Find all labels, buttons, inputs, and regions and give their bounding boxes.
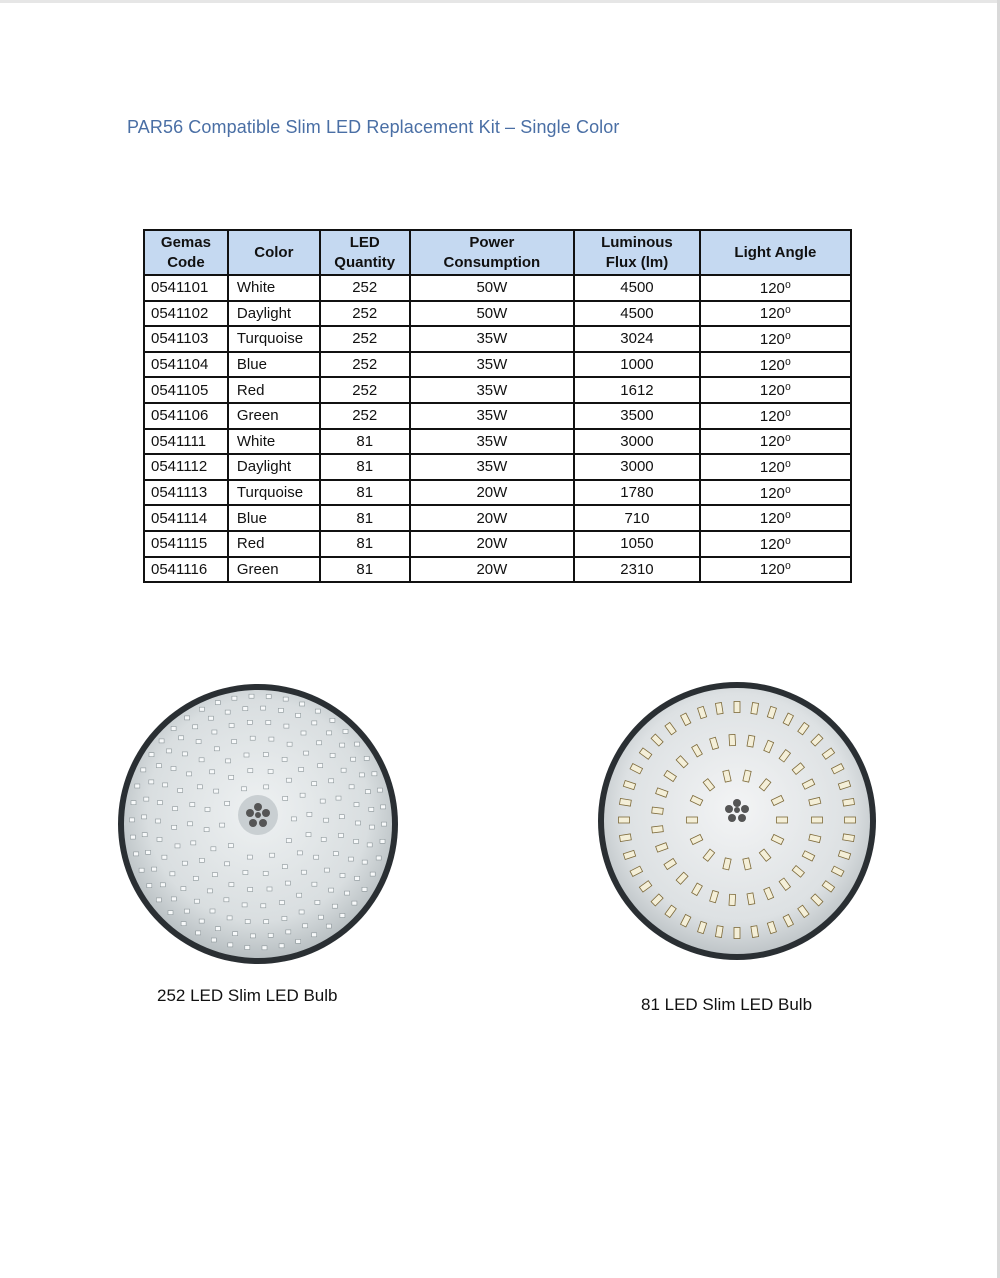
table-row [144, 275, 851, 301]
cell-power: 35W [410, 429, 575, 455]
cell-light-angle: 120⁰ [700, 480, 851, 506]
header-power-consumption: Power Consumption [410, 230, 575, 275]
header-light-angle: Light Angle [700, 230, 851, 275]
cell-light-angle: 120⁰ [700, 326, 851, 352]
cell-power: 35W [410, 352, 575, 378]
cell-led-quantity: 81 [320, 531, 410, 557]
table-row [144, 557, 851, 583]
cell-color: Turquoise [228, 480, 320, 506]
cell-luminous-flux: 4500 [574, 275, 700, 301]
cell-power: 20W [410, 531, 575, 557]
table-row [144, 352, 851, 378]
table-row [144, 454, 851, 480]
cell-color: Daylight [228, 454, 320, 480]
cell-luminous-flux: 3500 [574, 403, 700, 429]
cell-light-angle: 120⁰ [700, 301, 851, 327]
table-header-row [144, 230, 851, 275]
cell-led-quantity: 252 [320, 377, 410, 403]
cell-color: White [228, 429, 320, 455]
cell-light-angle: 120⁰ [700, 429, 851, 455]
cell-luminous-flux: 3000 [574, 454, 700, 480]
left-bulb-caption: 252 LED Slim LED Bulb [157, 986, 338, 1005]
table-row [144, 377, 851, 403]
bulb-81-led-image [596, 680, 878, 962]
table-row [144, 429, 851, 455]
table-row [144, 531, 851, 557]
header-gemas-code: Gemas Code [144, 230, 228, 275]
cell-power: 20W [410, 480, 575, 506]
cell-color: White [228, 275, 320, 301]
table-row [144, 326, 851, 352]
cell-color: Blue [228, 352, 320, 378]
cell-led-quantity: 252 [320, 403, 410, 429]
bulb-252-led-image [116, 682, 400, 966]
cell-light-angle: 120⁰ [700, 454, 851, 480]
cell-gemas-code: 0541102 [144, 301, 228, 327]
cell-color: Green [228, 403, 320, 429]
cell-power: 50W [410, 301, 575, 327]
cell-color: Red [228, 531, 320, 557]
cell-luminous-flux: 1050 [574, 531, 700, 557]
cell-luminous-flux: 3024 [574, 326, 700, 352]
cell-power: 35W [410, 454, 575, 480]
header-led-quantity: LED Quantity [320, 230, 410, 275]
cell-gemas-code: 0541111 [144, 429, 228, 455]
cell-light-angle: 120⁰ [700, 531, 851, 557]
spec-table [143, 229, 852, 583]
cell-light-angle: 120⁰ [700, 352, 851, 378]
page-edge-top [0, 0, 1000, 3]
cell-luminous-flux: 2310 [574, 557, 700, 583]
document-title: PAR56 Compatible Slim LED Replacement Kit – Single Color [127, 117, 620, 137]
cell-luminous-flux: 1000 [574, 352, 700, 378]
cell-light-angle: 120⁰ [700, 275, 851, 301]
cell-power: 35W [410, 326, 575, 352]
cell-gemas-code: 0541116 [144, 557, 228, 583]
cell-gemas-code: 0541105 [144, 377, 228, 403]
cell-gemas-code: 0541101 [144, 275, 228, 301]
cell-color: Turquoise [228, 326, 320, 352]
cell-gemas-code: 0541103 [144, 326, 228, 352]
cell-gemas-code: 0541106 [144, 403, 228, 429]
cell-led-quantity: 81 [320, 480, 410, 506]
cell-power: 35W [410, 377, 575, 403]
cell-led-quantity: 81 [320, 429, 410, 455]
cell-power: 20W [410, 557, 575, 583]
table-row [144, 480, 851, 506]
cell-power: 50W [410, 275, 575, 301]
cell-color: Daylight [228, 301, 320, 327]
table-row [144, 301, 851, 327]
header-luminous-flux: Luminous Flux (lm) [574, 230, 700, 275]
cell-light-angle: 120⁰ [700, 557, 851, 583]
cell-led-quantity: 252 [320, 352, 410, 378]
cell-color: Blue [228, 505, 320, 531]
center-hub-icon [238, 795, 278, 835]
cell-gemas-code: 0541114 [144, 505, 228, 531]
cell-color: Red [228, 377, 320, 403]
cell-gemas-code: 0541115 [144, 531, 228, 557]
cell-light-angle: 120⁰ [700, 505, 851, 531]
cell-led-quantity: 252 [320, 275, 410, 301]
cell-led-quantity: 81 [320, 454, 410, 480]
table-row [144, 403, 851, 429]
cell-light-angle: 120⁰ [700, 377, 851, 403]
header-color: Color [228, 230, 320, 275]
cell-color: Green [228, 557, 320, 583]
cell-power: 20W [410, 505, 575, 531]
cell-luminous-flux: 3000 [574, 429, 700, 455]
cell-luminous-flux: 4500 [574, 301, 700, 327]
cell-led-quantity: 252 [320, 301, 410, 327]
cell-gemas-code: 0541104 [144, 352, 228, 378]
cell-gemas-code: 0541112 [144, 454, 228, 480]
cell-gemas-code: 0541113 [144, 480, 228, 506]
table-row [144, 505, 851, 531]
cell-led-quantity: 81 [320, 505, 410, 531]
cell-luminous-flux: 1612 [574, 377, 700, 403]
table-body [144, 275, 851, 582]
cell-light-angle: 120⁰ [700, 403, 851, 429]
cell-power: 35W [410, 403, 575, 429]
cell-led-quantity: 81 [320, 557, 410, 583]
right-bulb-caption: 81 LED Slim LED Bulb [641, 995, 813, 1014]
cell-luminous-flux: 1780 [574, 480, 700, 506]
cell-luminous-flux: 710 [574, 505, 700, 531]
cell-led-quantity: 252 [320, 326, 410, 352]
